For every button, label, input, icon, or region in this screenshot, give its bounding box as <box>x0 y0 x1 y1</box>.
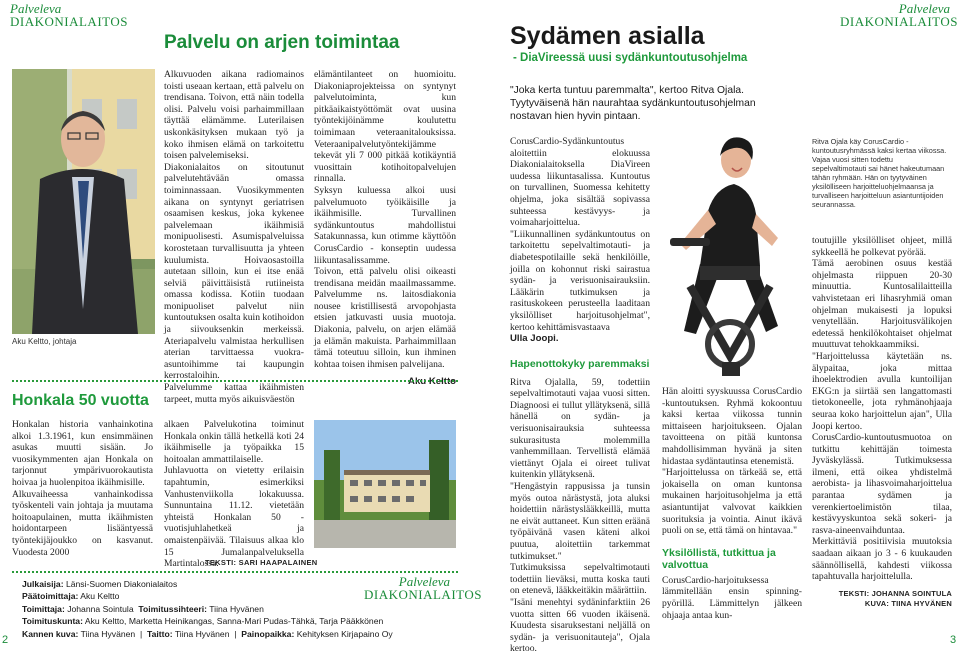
subheading-individual: Yksilöllistä, tutkittua ja valvottua <box>662 546 776 571</box>
right-col2-text: Hän aloitti syyskuussa CorusCardio -kuntoutuksen. Ryhmä kokoontuu kaksi kertaa viikossa tunnin mittaiseen harjoitukseen. Ojalan tavoitteena on pitää kuntonsa mahdollisimman hyvänä ja siten hidastaa sydäntautinsa etenemistä. "Harjoittelussa on tärkeää se, että jokaisella on oman kuntonsa mukainen harjoitusohjelma ja että asiantuntijat valvovat kaikkien suorituksia ja vointia. Ainut ikävä puoli on se, että tämä on hintavaa." <box>662 386 802 537</box>
brand-logo-right: Palveleva DIAKONIALAITOS <box>840 1 958 29</box>
headline: Sydämen asialla <box>510 22 705 50</box>
credit-block <box>812 589 952 609</box>
masthead-editor-in-chief: Päätoimittaja: Aku Keltto <box>22 591 120 602</box>
article-right-col-3 <box>812 235 952 609</box>
lead-paragraph: "Joka kerta tuntuu paremmalta", kertoo Ritva Ojala. Tyytyväisenä hän naurahtaa sydänkuntoutusohjelman nostavan hien hyvin pintaan. <box>510 85 756 122</box>
article-col-1: Alkuvuoden aikana radiomainos toisti useaan kertaan, että palvelu on trendisana. Toivon, että näin todella olisi. Palvelu voisi parhaimmillaan täyttää elämämme. Luterilaisen uskonkäsityksen mukaan työ ja koko ihmisen elämä on tarkoitettu toisen palvelemiseksi. Diakonialaitos on sitoutunut palvelutehtävään omassa toiminnassaan. Vuosikymmenten aikana on syntynyt geriatrisen osaamisen keskus, joka kykenee palvelemaan ikäihmisiä monipuolisesti. Asumispalveluissa korostetaan turvallisuutta ja yhteen kuulumista. Hoivaosastoilla autetaan silloin, kun ei itse enää selviä päivittäisistä rutiineista omassa kodissa. Kotiin tuodaan monipuoliset palvelut niin kuntoutuksen osalta kuin kotihoidon ja siivouksenkin merkeissä. Ateriapalvelu valmistaa herkullisen aterian tarvittaessa vuokra-asuntoihimme tai kaupungin kerrostaloihin. Palvelumme kattaa ikäihmisten tarpeet, mutta myös aikuisväestön <box>164 69 304 405</box>
building-photo <box>314 420 456 548</box>
right-col1b-text: Ritva Ojalalla, 59, todettiin sepelvaltimotauti vajaa vuosi sitten. Diagnoosi ei tullut yllätyksenä, sillä hänellä on sydän- ja verisuonisairauksia suhteessa sukurasitusta molemmilla vanhemmillaan. Tervellistä elämää viettänyt Ojala ei oireet tulivat kuitenkin yllätyksenä. "Hengästyin rappusissa ja tunsin myös outoa närästystä, jota aluksi hoidettiin närästyslääkkeillä, mutta ne eivät auttaneet. Kun sitten eräänä työpäivänä vasen käteni alkoi puutua, aloitettiin tarkemmat tutkimukset." Tutkimuksissa sepelvaltimotauti todettiin lieväksi, mutta koska tauti on etenevä, lääkkeitäkin määrättiin. "Isäni menehtyi sydäninfarktiin 26 vuotta sitten 66 vuoden ikäisenä. Kuudesta sisaruksestani neljällä on sydän- ja verisuonitauteja", Ojala kertoo. <box>510 376 650 655</box>
masthead-board: Toimituskunta: Aku Keltto, Marketta Heinikangas, Sanna-Mari Pudas-Tähkä, Tarja Pääkkönen <box>22 616 384 627</box>
article-right-col-1 <box>510 136 650 655</box>
section-divider <box>12 380 458 382</box>
right-col2b-text: CorusCardio-harjoituksessa lämmitellään ensin spinning-pyörillä. Lämmittelyn jälkeen ohjaaja antaa kun- <box>662 574 802 621</box>
honkala-col-1: Honkalan historia vanhainkotina alkoi 1.3.1961, kun ensimmäinen asukas muutti sisään. Jo vuosikymmenten ajan Honkala on tarjonnut ympärivuorokautista hoivaa ja huolenpitoa ikäihmisille. Alkuvaiheessa vanhainkodissa työskenteli vain johtaja ja muutama hoitoapulainen, mutta ikäihmisten hoidontarpeen lisääntyessä työntekijäjoukko on kasvanut. Vuodesta 2000 <box>12 419 153 558</box>
credit-text: TEKSTI: JOHANNA SOINTULA <box>838 588 952 598</box>
masthead-publisher: Julkaisija: Länsi-Suomen Diakonialaitos <box>22 579 178 589</box>
signature: Aku Keltto <box>408 376 456 388</box>
portrait-photo <box>12 69 155 334</box>
article-col-2 <box>314 69 456 387</box>
brand-line2: DIAKONIALAITOS <box>10 14 128 29</box>
page-number-left: 2 <box>2 634 9 646</box>
footer-divider <box>12 571 458 573</box>
right-col3-text: toutujille yksilölliset ohjeet, millä sykkeellä he polkevat pyörää. Tämä aerobinen osuus kestää ohjelmasta riippuen 20-30 minuuttia. Kuntosalilaitteilla vahvistetaan eri lihasryhmiä oman ohjelman mukaisesti ja lopuksi venytellään. Harjoitusvälikojen edetessä henkilökohtaiset ohjelmat muuttuvat tehokkaammiksi. "Harjoittelussa käytetään ns. älypaitaa, joka mittaa ihoelektrodien avulla kuntoilijan EKG:n ja siirtää sen langattomasti tietokoneelle, jota ryhmänohjaaja seuraa koko harjoittelun ajan", Ulla Joopi kertoo. CorusCardio-kuntoutusmuotoa on tutkittu kehittäjän toimesta Jyväskylässä. Tutkimuksessa ilmeni, että oikea yhdistelmä aerobista- ja lihasvoimaharjoittelua parantaa sydämen ja verenkiertoelimistön tilaa, kestävyyskuntoa sekä sokeri- ja rasva-aineenvaihduntaa. Merkittäviä positiivisia muutoksia saadaan aikaan jo 3 - 6 kuukauden säännöllisellä, kahdesti viikossa tapahtuvalla harjoittelulla. <box>812 235 952 583</box>
quoted-person-name: Ulla Joopi. <box>510 333 559 345</box>
subheading-oxygen: Hapenottokyky paremmaksi <box>510 357 650 370</box>
masthead-editor: Toimittaja: Johanna Sointula Toimitussihteeri: Tiina Hyvänen <box>22 603 264 614</box>
right-col1-text: CorusCardio-Sydänkuntoutus aloitettiin elokuussa Diakonialaitoksella DiaVireen uudessa liikuntasalissa. Kuntoutus on turvallinen, Suomessa kehitetty ohjelma, joka sisältää sopivassa suhteessa kestävyys- ja voimaharjoittelua. "Liikunnallinen sydänkuntoutus on tarkoitettu sepelvaltimotauti- ja diabetespotilaille sekä henkilöille, joilla on kohonnut riski sairastua sydän- ja verisuonisairauksiin. Lääkärin tutkimuksen ja rasituskokeen perusteella laaditaan yksilölliset harjoitusohjelmat", kertoo kehittämisvastaava <box>510 136 650 333</box>
brand-line1: Palveleva <box>10 1 62 16</box>
masthead-credits: Kannen kuva: Tiina Hyvänen | Taitto: Tiina Hyvänen | Painopaikka: Kehityksen Kirjapaino Oy <box>22 628 393 639</box>
page-title: Palvelu on arjen toimintaa <box>164 32 400 53</box>
article-col-2-text: elämäntilanteet on huomioitu. Diakoniaprojekteissa on syntynyt palvelutoiminta, kun pitkäaikaistyöttömät ovat uusina työntekijöinämme koulutettu toimimaan veteraanitalouksissa. Veteraanipalvelutyöntekijämme tekevät yli 7 000 pitkää kotikäyntiä vuosittain kotihoitopalvelujen rinnalla. Syksyn kuluessa alkoi uusi palvelumuoto työikäisille ja ikäihmisille. Turvallinen sydänkuntoutus mahdollistui Satakunnassa, kun otimme käyttöön CorusCardio - konseptin uudessa liikuntasalissamme. Toivon, että palvelu olisi oikeasti trendisana meidän maailmassamme. Palvelumme ns. laitosdiakonia nousee kristillisestä arvopohjasta etsien jatkuvasti uusia muotoja. Diakonia, palvelu, on arjen elämää ja elämän makuista. Parhaimmillaan tämä toteutuu silloin, kun ihminen kohtaa toisen ihmisen palvelijana. <box>314 69 456 370</box>
exercise-photo <box>660 126 806 376</box>
brand-logo-footer: Palveleva DIAKONIALAITOS <box>364 574 482 602</box>
honkala-credit: TEKSTI: SARI HAAPALAINEN <box>205 558 318 567</box>
subheadline: - DiaVireessä uusi sydänkuntoutusohjelma <box>513 52 748 64</box>
credit-photo: KUVA: TIINA HYVÄNEN <box>864 598 952 608</box>
honkala-title: Honkala 50 vuotta <box>12 392 149 409</box>
honkala-col-2: alkaen Palvelukotina toiminut Honkala onkin tällä hetkellä koti 24 ikäihmiselle ja työpaikka 15 hoitoalan ammattilaiselle. Juhlavuotta on vietetty erilaisin tapahtumin, esimerkiksi Vanhustenviikolla lokakuussa. Sunnuntaina 11.12. vietetään yhteistä Honkalan 50 -vuotisjuhlahetkeä ja omaistenpäivää. Tilaisuus alkaa klo 15 Jumalanpalveluksella Martintalossa. <box>164 419 304 570</box>
brand-logo-left <box>10 2 128 29</box>
photo-caption: Aku Keltto, johtaja <box>12 337 77 346</box>
exercise-photo-caption: Ritva Ojala käy CorusCardio -kuntoutusryhmässä kaksi kertaa viikossa. Vajaa vuosi sitten todettu sepelvaltimotauti sai hänet hakeutumaan tähän ryhmään. Hän on tyytyväinen yksilölliseen harjoitteluohjelmaansa ja turvalliseen harjoitteluun asiantuntijoiden seurannassa. <box>812 137 947 209</box>
page-number-right: 3 <box>950 634 957 646</box>
article-right-col-2 <box>662 386 802 621</box>
